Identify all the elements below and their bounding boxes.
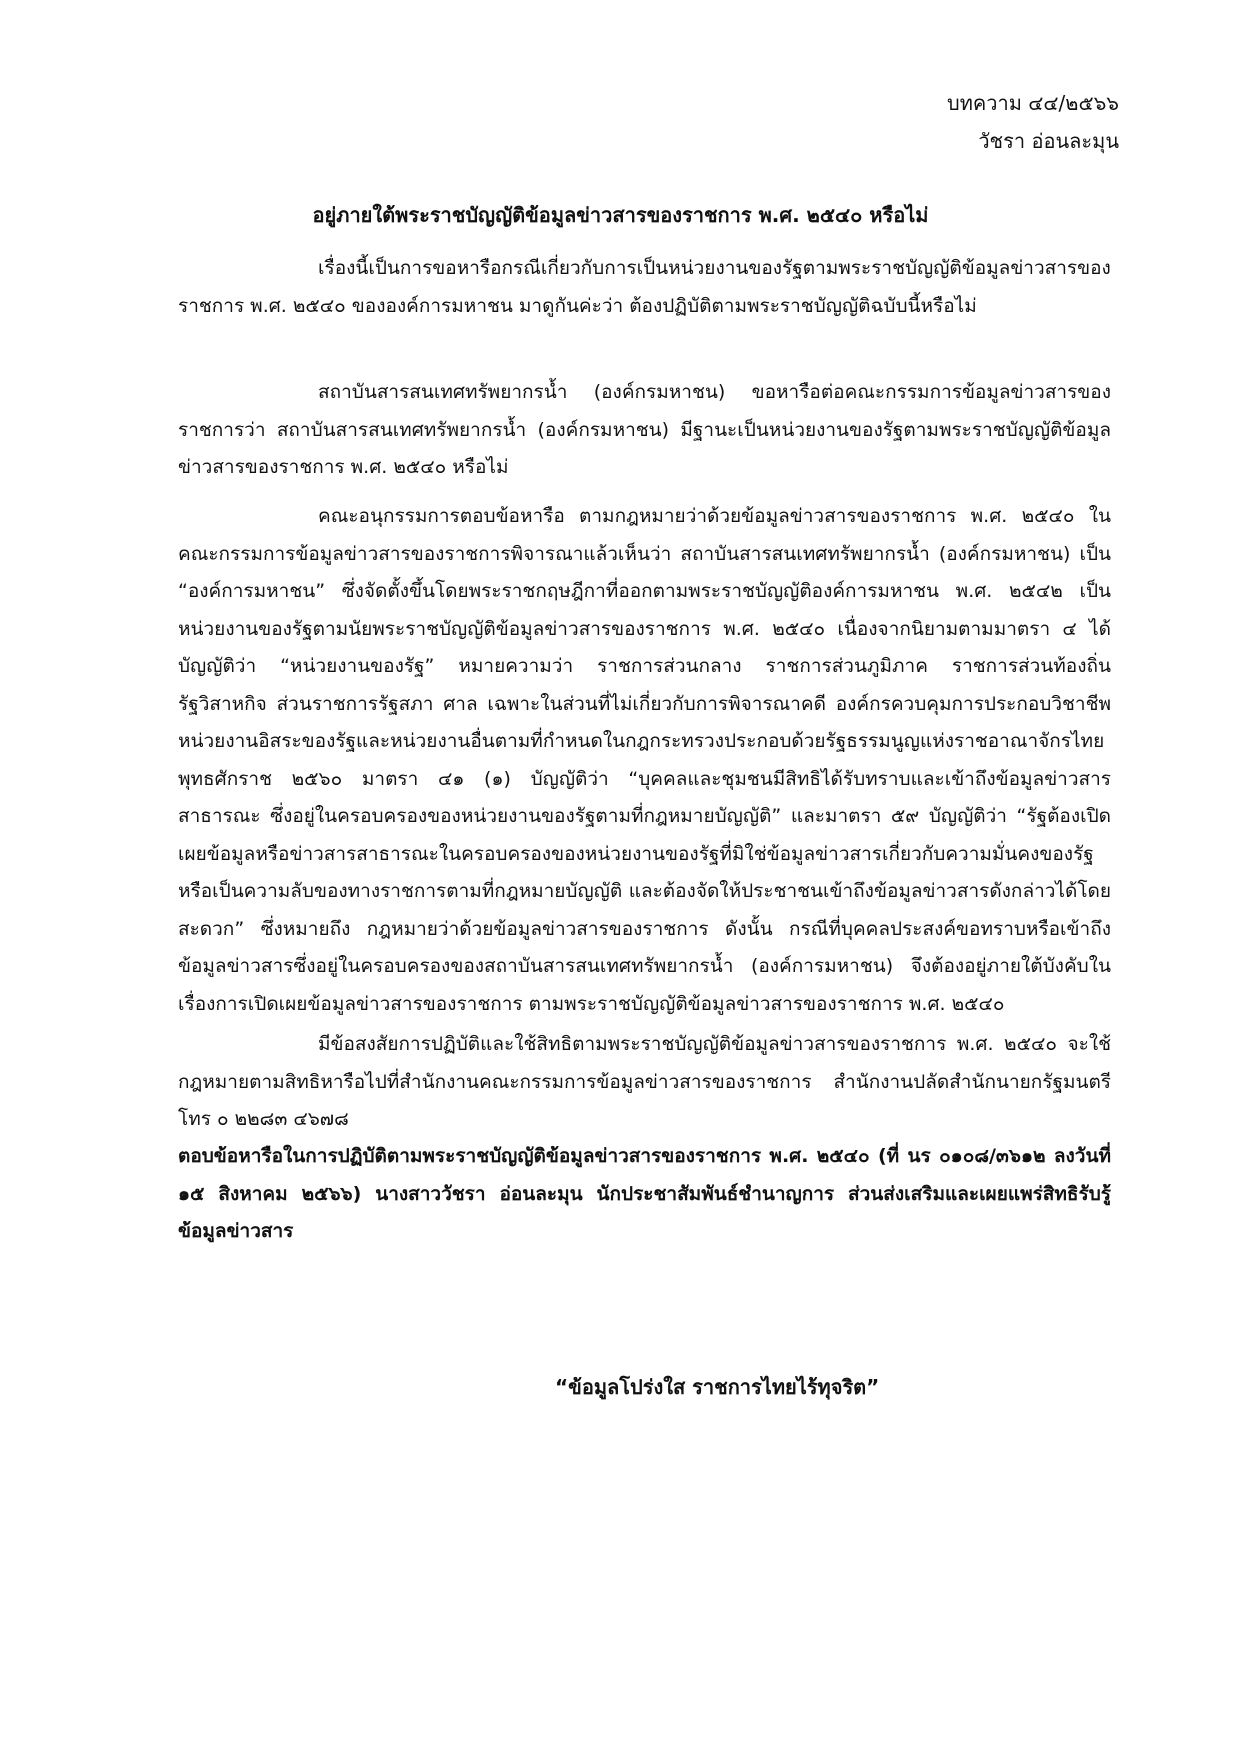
answer-reference: ตอบข้อหารือในการปฏิบัติตามพระราชบัญญัติข้อมูลข่าวสารของราชการ พ.ศ. ๒๕๔๐ (ที่ นร ๐๑๐๘/๓๖๑๒ ลงวันที่ ๑๕ สิงหาคม ๒๕๖๖) นางสาววัชรา อ่อนละมุน นักประชาสัมพันธ์ชำนาญการ ส่วนส่งเสริมและเผยแพร่สิทธิรับรู้ข้อมูลข่าวสาร [178, 1145, 1111, 1242]
article-header [947, 84, 1119, 160]
slogan: “ข้อมูลโปร่งใส ราชการไทยไร้ทุจริต” [555, 1375, 880, 1399]
paragraph-opinion: คณะอนุกรรมการตอบข้อหารือ ตามกฎหมายว่าด้วยข้อมูลข่าวสารของราชการ พ.ศ. ๒๕๔๐ ในคณะกรรมการข้อมูลข่าวสารของราชการพิจารณาแล้วเห็นว่า สถาบันสารสนเทศทรัพยากรน้ำ (องค์กรมหาชน) เป็น “องค์การมหาชน” ซึ่งจัดตั้งขึ้นโดยพระราชกฤษฎีกาที่ออกตามพระราชบัญญัติองค์การมหาชน พ.ศ. ๒๕๔๒ เป็นหน่วยงานของรัฐตามนัยพระราชบัญญัติข้อมูลข่าวสารของราชการ พ.ศ. ๒๕๔๐ เนื่องจากนิยามตามมาตรา ๔ ได้บัญญัติว่า “หน่วยงานของรัฐ” หมายความว่า ราชการส่วนกลาง ราชการส่วนภูมิภาค ราชการส่วนท้องถิ่น รัฐวิสาหกิจ ส่วนราชการรัฐสภา ศาล เฉพาะในส่วนที่ไม่เกี่ยวกับการพิจารณาคดี องค์กรควบคุมการประกอบวิชาชีพ หน่วยงานอิสระของรัฐและหน่วยงานอื่นตามที่กำหนดในกฎกระทรวงประกอบด้วยรัฐธรรมนูญแห่งราชอาณาจักรไทย พุทธศักราช ๒๕๖๐ มาตรา ๔๑ (๑) บัญญัติว่า “บุคคลและชุมชนมีสิทธิได้รับทราบและเข้าถึงข้อมูลข่าวสารสาธารณะ ซึ่งอยู่ในครอบครองของหน่วยงานของรัฐตามที่กฎหมายบัญญัติ” และมาตรา ๕๙ บัญญัติว่า “รัฐต้องเปิดเผยข้อมูลหรือข่าวสารสาธารณะในครอบครองของหน่วยงานของรัฐที่มิใช่ข้อมูลข่าวสารเกี่ยวกับความมั่นคงของรัฐหรือเป็นความลับของทางราชการตามที่กฎหมายบัญญัติ และต้องจัดให้ประชาชนเข้าถึงข้อมูลข่าวสารดังกล่าวได้โดยสะดวก” ซึ่งหมายถึง กฎหมายว่าด้วยข้อมูลข่าวสารของราชการ ดังนั้น กรณีที่บุคคลประสงค์ขอทราบหรือเข้าถึงข้อมูลข่าวสารซึ่งอยู่ในครอบครองของสถาบันสารสนเทศทรัพยากรน้ำ (องค์การมหาชน) จึงต้องอยู่ภายใต้บังคับในเรื่องการเปิดเผยข้อมูลข่าวสารของราชการ ตามพระราชบัญญัติข้อมูลข่าวสารของราชการ พ.ศ. ๒๕๔๐ [178, 505, 1111, 1015]
paragraph-inquiry: สถาบันสารสนเทศทรัพยากรน้ำ (องค์กรมหาชน) ขอหารือต่อคณะกรรมการข้อมูลข่าวสารของราชการว่า สถาบันสารสนเทศทรัพยากรน้ำ (องค์กรมหาชน) มีฐานะเป็นหน่วยงานของรัฐตามพระราชบัญญัติข้อมูลข่าวสารของราชการ พ.ศ. ๒๕๔๐ หรือไม่ [178, 381, 1111, 478]
paragraph-intro: เรื่องนี้เป็นการขอหารือกรณีเกี่ยวกับการเป็นหน่วยงานของรัฐตามพระราชบัญญัติข้อมูลข่าวสารของราชการ พ.ศ. ๒๕๔๐ ขององค์การมหาชน มาดูกันค่ะว่า ต้องปฏิบัติตามพระราชบัญญัติฉบับนี้หรือไม่ [178, 257, 1111, 317]
paragraph-contact: มีข้อสงสัยการปฏิบัติและใช้สิทธิตามพระราชบัญญัติข้อมูลข่าวสารของราชการ พ.ศ. ๒๕๔๐ จะใช้กฎหมายตามสิทธิหารือไปที่สำนักงานคณะกรรมการข้อมูลข่าวสารของราชการ สำนักงานปลัดสำนักนายกรัฐมนตรี โทร ๐ ๒๒๘๓ ๔๖๗๘ [178, 1033, 1111, 1130]
article-author: วัชรา อ่อนละมุน [978, 129, 1119, 153]
article-title: อยู่ภายใต้พระราชบัญญัติข้อมูลข่าวสารของราชการ พ.ศ. ๒๕๔๐ หรือไม่ [312, 203, 929, 227]
article-number: บทความ ๔๔/๒๕๖๖ [947, 91, 1119, 115]
